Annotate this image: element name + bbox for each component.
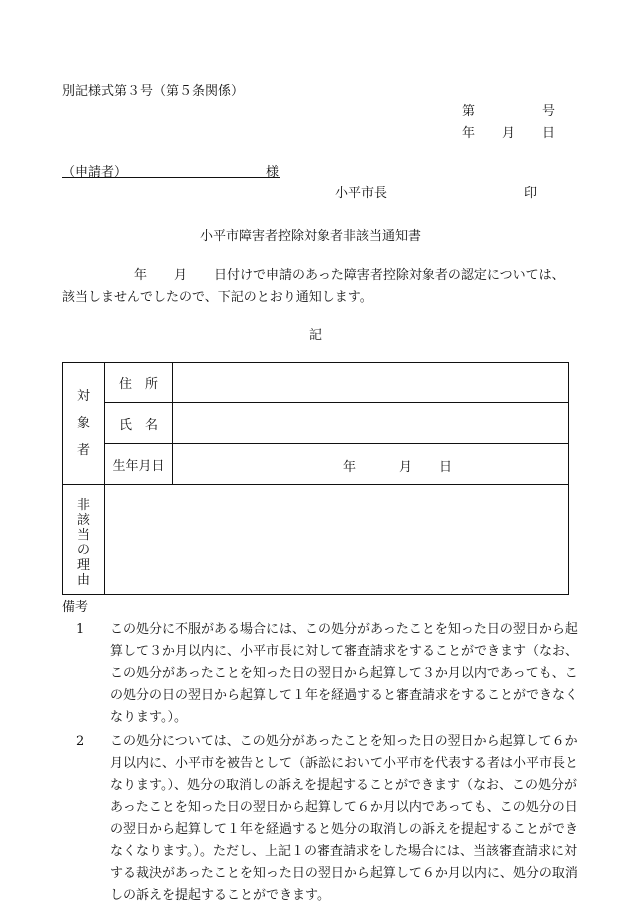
address-label [105, 363, 173, 403]
issue-date-month: 月 [502, 126, 516, 141]
issue-date-day: 日 [542, 126, 556, 141]
honorific: 様 [266, 165, 280, 180]
reason-char: 理 [76, 558, 90, 573]
reason-char: 非 [76, 498, 90, 513]
applicant-underline [62, 161, 280, 178]
dob-year: 年 [343, 460, 357, 475]
ki-heading: 記 [309, 328, 323, 343]
dob-label [105, 444, 173, 485]
remarks-heading: 備考 [62, 600, 89, 615]
form-reference: 別記様式第３号（第５条関係） [62, 84, 245, 99]
body-month: 月 [174, 268, 188, 283]
subject-table [62, 362, 569, 595]
remark-text: この処分に不服がある場合には、この処分があったことを知った日の翌日から起算して３か月以内に、小平市長に対して審査請求をすることができます（なお、この処分があったことを知った日の翌日から起算して３か月以内であっても、この処分の日の翌日から起算して１年を経過すると審査請求をすることができなくなります。）。 [110, 622, 579, 725]
reason-char: 当 [76, 528, 90, 543]
applicant-label: （申請者） [62, 165, 128, 180]
address-value [173, 363, 569, 403]
seal-mark: 印 [524, 186, 538, 201]
remark-number: 1 [76, 622, 85, 637]
document-title: 小平市障害者控除対象者非該当通知書 [200, 229, 422, 244]
body-year: 年 [134, 268, 148, 283]
issue-date-year: 年 [462, 126, 476, 141]
dob-value [173, 444, 569, 485]
reason-char: の [76, 543, 90, 558]
remark-text: この処分については、この処分があったことを知った日の翌日から起算して６か月以内に、小平市を被告として（訴訟において小平市を代表する者は小平市長となります。）、処分の取消しの訴えを提起することができます（なお、この処分があったことを知った日の翌日から起算して６か月以内であっても、この処分の日の翌日から起算して１年を経過すると処分の取消しの訴えを提起することができなくなります。）。ただし、上記１の審査請求をした場合には、当該審査請求に対する裁決があったことを知った日の翌日から起算して６か月以内に、処分の取消しの訴えを提起することができます。 [110, 734, 579, 903]
reason-char: 該 [76, 513, 90, 528]
document-number-suffix: 号 [542, 104, 556, 119]
reason-value [105, 485, 569, 595]
remarks [62, 599, 582, 907]
name-label [105, 403, 173, 444]
subject-group-label [63, 363, 105, 485]
dob-month: 月 [399, 460, 413, 475]
issuer-title: 小平市長 [335, 186, 388, 201]
remark-number: 2 [76, 734, 85, 749]
subject-char: 者 [76, 443, 90, 458]
dob-day: 日 [439, 460, 453, 475]
subject-char: 対 [76, 389, 90, 404]
remark-item-2 [62, 731, 582, 907]
subject-char: 象 [76, 416, 90, 431]
remark-item-1 [62, 619, 582, 729]
reason-label [63, 485, 105, 595]
name-value [173, 403, 569, 444]
document-number-prefix: 第 [462, 104, 476, 119]
body-line1: 日付けで申請のあった障害者控除対象者の認定については、 [214, 268, 565, 283]
reason-char: 由 [76, 573, 90, 588]
dob-label-text: 生年月日 [112, 458, 165, 474]
name-label-text: 氏 名 [118, 417, 158, 433]
body-line2: 該当しませんでしたので、下記のとおり通知します。 [62, 290, 373, 305]
address-label-text: 住 所 [118, 377, 158, 392]
